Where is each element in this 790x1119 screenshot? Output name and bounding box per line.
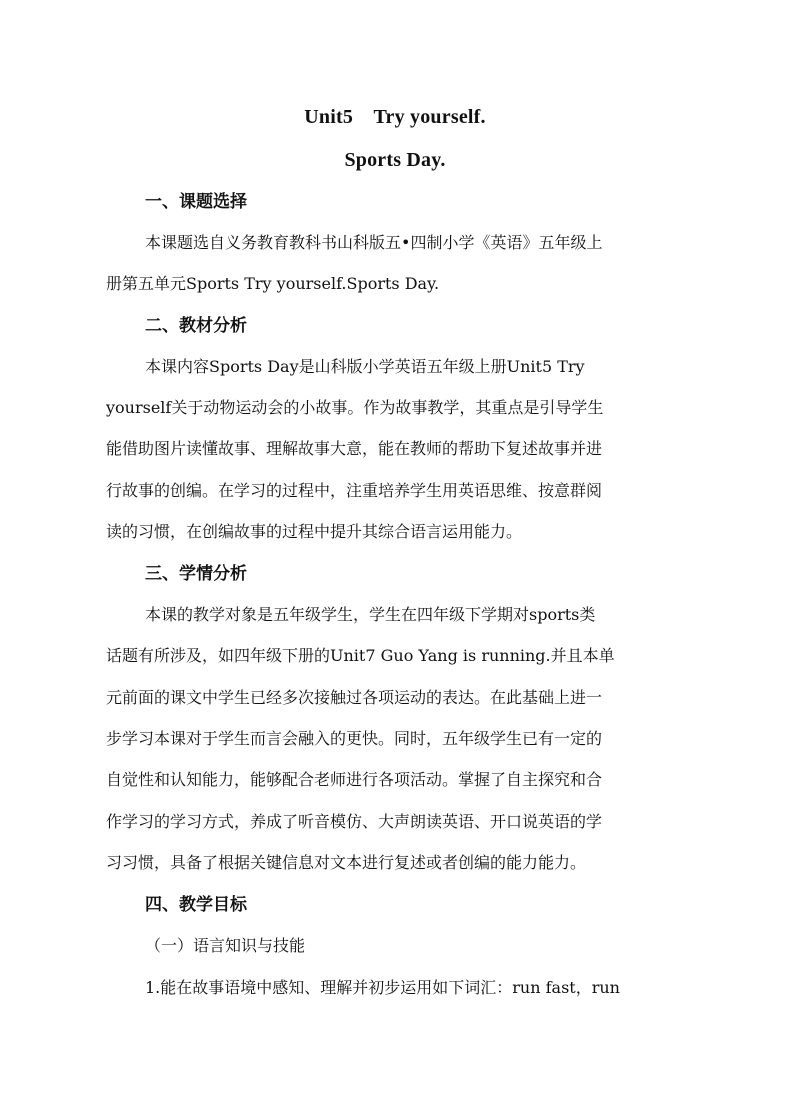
paragraph-line: 行故事的创编。在学习的过程中，注重培养学生用英语思维、按意群阅 — [106, 481, 603, 500]
doc-title: Unit5 Try yourself. — [304, 106, 486, 128]
paragraph-line: yourself关于动物运动会的小故事。作为故事教学，其重点是引导学生 — [106, 398, 604, 417]
section-heading-material: 二、教材分析 — [145, 316, 247, 336]
paragraph-line: 本课内容Sports Day是山科版小学英语五年级上册Unit5 Try — [145, 357, 585, 376]
doc-subtitle: Sports Day. — [344, 149, 446, 171]
paragraph-line: 能借助图片读懂故事、理解故事大意，能在教师的帮助下复述故事并进 — [106, 439, 603, 458]
paragraph-line: 作学习的学习方式，养成了听音模仿、大声朗读英语、开口说英语的学 — [106, 812, 603, 831]
paragraph-line: 习习惯，具备了根据关键信息对文本进行复述或者创编的能力能力。 — [106, 853, 587, 872]
paragraph-line: 本课的教学对象是五年级学生，学生在四年级下学期对sports类 — [145, 605, 596, 624]
paragraph-line: 册第五单元Sports Try yourself.Sports Day. — [106, 274, 440, 293]
paragraph-line: 本课题选自义务教育教科书山科版五•四制小学《英语》五年级上 — [145, 233, 603, 252]
section-heading-topic: 一、课题选择 — [145, 192, 247, 212]
paragraph-line: 1.能在故事语境中感知、理解并初步运用如下词汇：run fast，run — [145, 978, 620, 997]
paragraph-line: 读的习惯，在创编故事的过程中提升其综合语言运用能力。 — [106, 522, 523, 541]
paragraph-line: 元前面的课文中学生已经多次接触过各项运动的表达。在此基础上进一 — [106, 688, 603, 707]
section-heading-students: 三、学情分析 — [145, 564, 247, 584]
paragraph-line: 话题有所涉及，如四年级下册的Unit7 Guo Yang is running.并且本单 — [106, 646, 615, 665]
subsection-heading: （一）语言知识与技能 — [145, 936, 306, 955]
paragraph-line: 自觉性和认知能力，能够配合老师进行各项活动。掌握了自主探究和合 — [106, 770, 603, 789]
section-heading-objectives: 四、教学目标 — [145, 895, 247, 915]
paragraph-line: 步学习本课对于学生而言会融入的更快。同时，五年级学生已有一定的 — [106, 729, 603, 748]
